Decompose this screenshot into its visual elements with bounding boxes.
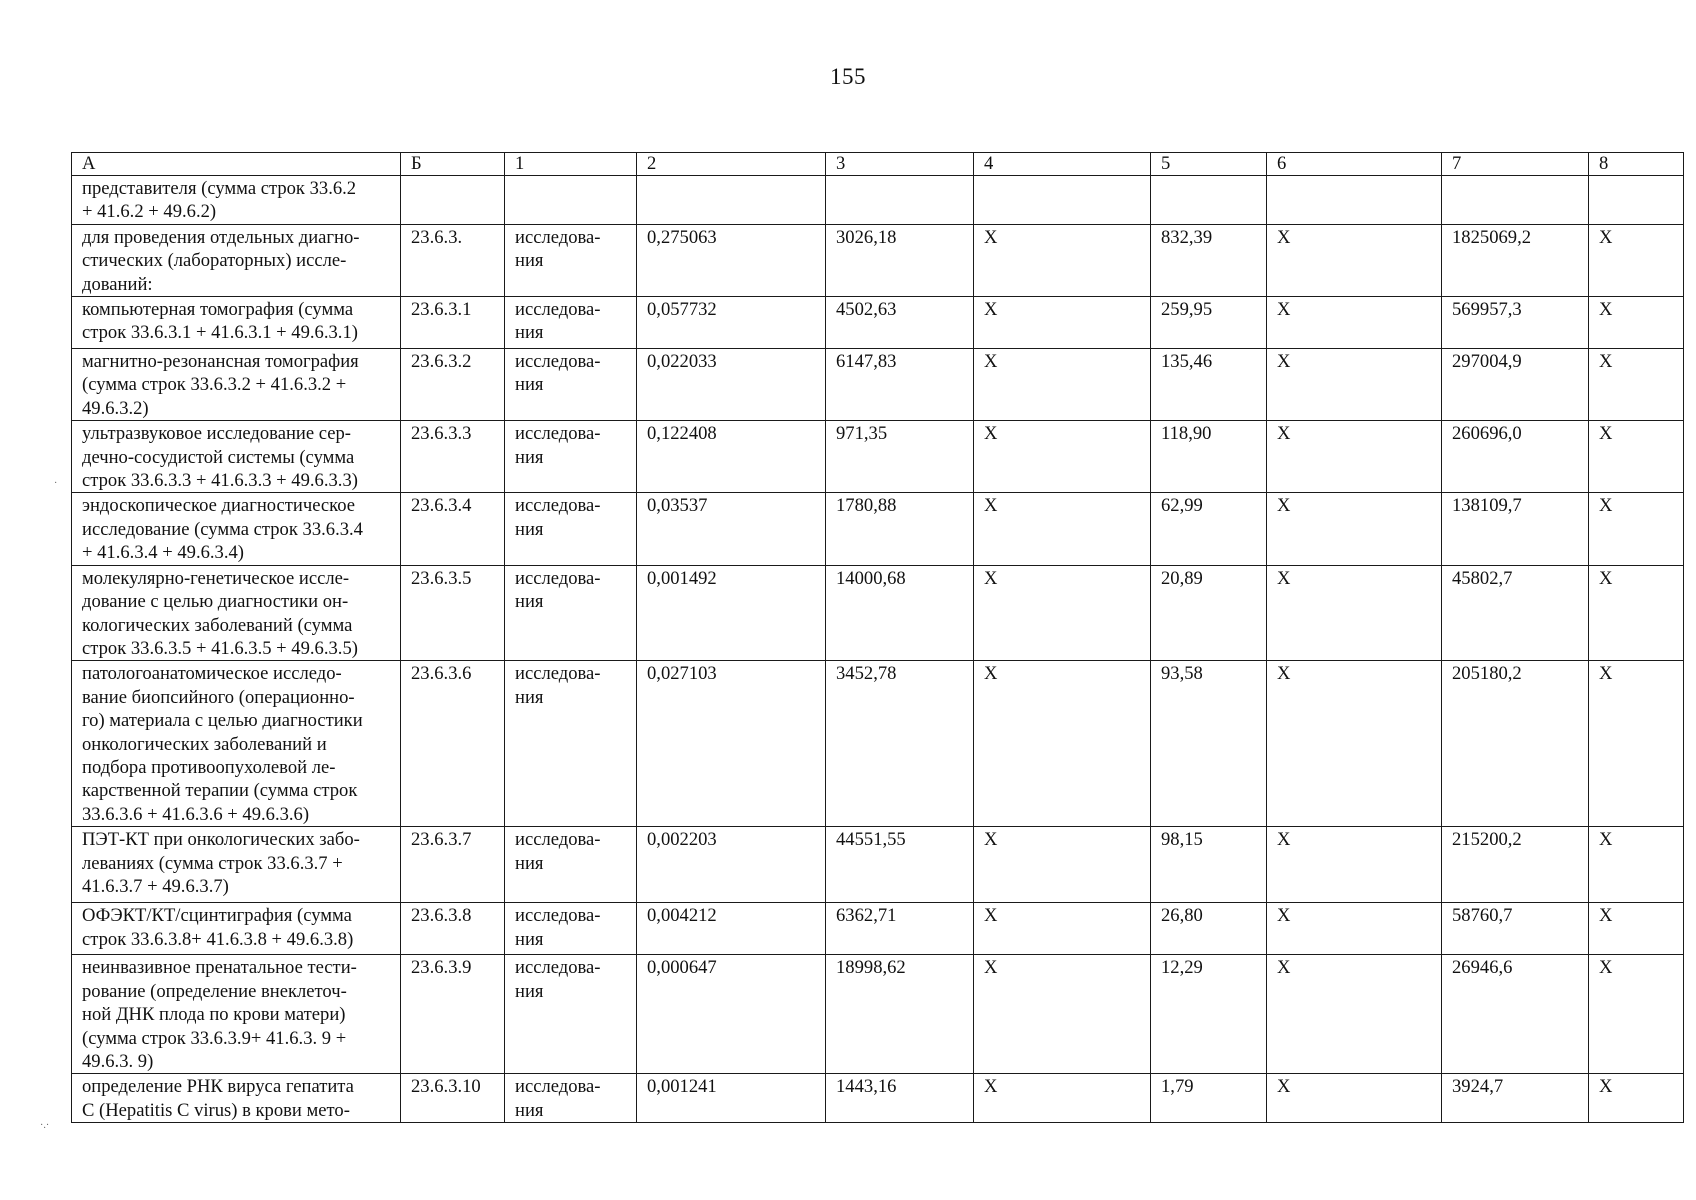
cell-unit: исследова- ния (505, 349, 637, 421)
cell-c8: Х (1589, 661, 1684, 827)
cell-c2: 0,022033 (637, 349, 826, 421)
table-row (72, 661, 1684, 827)
cell-unit: исследова- ния (505, 421, 637, 493)
cell-code: 23.6.3.8 (401, 903, 505, 955)
cell-name: эндоскопическое диагностическое исследование (сумма строк 33.6.3.4 + 41.6.3.4 + 49.6.3.4) (72, 493, 401, 565)
cell-c8 (1589, 176, 1684, 225)
cell-c7 (1442, 176, 1589, 225)
cell-c4: Х (974, 349, 1151, 421)
table-header-row (72, 153, 1684, 176)
cell-c2 (637, 176, 826, 225)
cell-c2: 0,002203 (637, 827, 826, 903)
table-row (72, 421, 1684, 493)
cell-c8: Х (1589, 421, 1684, 493)
table-row (72, 955, 1684, 1074)
cell-unit: исследова- ния (505, 297, 637, 349)
cell-code: 23.6.3. (401, 224, 505, 296)
cell-c5: 62,99 (1151, 493, 1267, 565)
cell-code: 23.6.3.7 (401, 827, 505, 903)
cell-c8: Х (1589, 827, 1684, 903)
cell-c5: 26,80 (1151, 903, 1267, 955)
cell-c6: Х (1267, 661, 1442, 827)
cell-c2: 0,001492 (637, 565, 826, 661)
scan-speck: · (54, 478, 58, 489)
cell-c5: 98,15 (1151, 827, 1267, 903)
cell-unit: исследова- ния (505, 493, 637, 565)
cell-c3: 4502,63 (826, 297, 974, 349)
cell-c3: 3026,18 (826, 224, 974, 296)
cell-c6: Х (1267, 349, 1442, 421)
cell-c3: 44551,55 (826, 827, 974, 903)
cell-c6: Х (1267, 903, 1442, 955)
cell-c6: Х (1267, 297, 1442, 349)
cell-name: молекулярно-генетическое иссле- дование с целью диагностики он- кологических заболеваний (сумма строк 33.6.3.5 + 41.6.3.5 + 49.6.3.5) (72, 565, 401, 661)
cell-unit: исследова- ния (505, 955, 637, 1074)
cell-unit: исследова- ния (505, 903, 637, 955)
cell-unit: исследова- ния (505, 565, 637, 661)
header-cell: 7 (1442, 153, 1589, 176)
header-cell: 2 (637, 153, 826, 176)
header-cell: 6 (1267, 153, 1442, 176)
cell-c3: 1443,16 (826, 1074, 974, 1123)
cell-c2: 0,122408 (637, 421, 826, 493)
cell-c8: Х (1589, 493, 1684, 565)
cell-c6: Х (1267, 827, 1442, 903)
cell-c5: 259,95 (1151, 297, 1267, 349)
cell-c5: 93,58 (1151, 661, 1267, 827)
cell-c7: 260696,0 (1442, 421, 1589, 493)
cell-name: представителя (сумма строк 33.6.2 + 41.6.2 + 49.6.2) (72, 176, 401, 225)
cell-c4: Х (974, 955, 1151, 1074)
table-row (72, 297, 1684, 349)
cell-name: ОФЭКТ/КТ/сцинтиграфия (сумма строк 33.6.3.8+ 41.6.3.8 + 49.6.3.8) (72, 903, 401, 955)
header-cell: 8 (1589, 153, 1684, 176)
scan-speck: ·.· (40, 1120, 50, 1131)
table-row (72, 827, 1684, 903)
cell-name: ультразвуковое исследование сер- дечно-сосудистой системы (сумма строк 33.6.3.3 + 41.6.3.3 + 49.6.3.3) (72, 421, 401, 493)
header-cell: Б (401, 153, 505, 176)
cell-c8: Х (1589, 349, 1684, 421)
cell-code: 23.6.3.2 (401, 349, 505, 421)
cell-c5: 135,46 (1151, 349, 1267, 421)
table-row (72, 903, 1684, 955)
cell-name: для проведения отдельных диагно- стических (лабораторных) иссле- дований: (72, 224, 401, 296)
cell-c7: 569957,3 (1442, 297, 1589, 349)
cell-code: 23.6.3.9 (401, 955, 505, 1074)
cell-c7: 297004,9 (1442, 349, 1589, 421)
cell-code: 23.6.3.10 (401, 1074, 505, 1123)
cell-name: определение РНК вируса гепатита C (Hepatitis C virus) в крови мето- (72, 1074, 401, 1123)
cell-c7: 58760,7 (1442, 903, 1589, 955)
cell-name: патологоанатомическое исследо- вание биопсийного (операционно- го) материала с целью диагностики онкологических заболеваний и подбора противоопухолевой ле- карственной терапии (сумма строк 33.6.3.6 + 41.6.3.6 + 49.6.3.6) (72, 661, 401, 827)
cell-unit: исследова- ния (505, 1074, 637, 1123)
cell-c6: Х (1267, 421, 1442, 493)
cell-c2: 0,03537 (637, 493, 826, 565)
cell-code: 23.6.3.6 (401, 661, 505, 827)
cell-c6: Х (1267, 1074, 1442, 1123)
cell-name: компьютерная томография (сумма строк 33.6.3.1 + 41.6.3.1 + 49.6.3.1) (72, 297, 401, 349)
cell-unit: исследова- ния (505, 827, 637, 903)
cell-c4: Х (974, 827, 1151, 903)
cell-c5 (1151, 176, 1267, 225)
cell-c6: Х (1267, 955, 1442, 1074)
table-row (72, 176, 1684, 225)
cell-c7: 1825069,2 (1442, 224, 1589, 296)
table-row (72, 493, 1684, 565)
cell-unit (505, 176, 637, 225)
cell-c3: 3452,78 (826, 661, 974, 827)
cell-c3: 1780,88 (826, 493, 974, 565)
cell-code: 23.6.3.4 (401, 493, 505, 565)
cell-unit: исследова- ния (505, 224, 637, 296)
cell-name: магнитно-резонансная томография (сумма строк 33.6.3.2 + 41.6.3.2 + 49.6.3.2) (72, 349, 401, 421)
cell-code: 23.6.3.5 (401, 565, 505, 661)
cell-c3 (826, 176, 974, 225)
table-row (72, 349, 1684, 421)
cell-c2: 0,057732 (637, 297, 826, 349)
cell-c2: 0,027103 (637, 661, 826, 827)
cell-name: неинвазивное пренатальное тести- рование (определение внеклеточ- ной ДНК плода по крови матери) (сумма строк 33.6.3.9+ 41.6.3. 9 + 49.6.3. 9) (72, 955, 401, 1074)
cell-c4: Х (974, 661, 1151, 827)
cell-c6: Х (1267, 493, 1442, 565)
cell-c5: 118,90 (1151, 421, 1267, 493)
header-cell: 1 (505, 153, 637, 176)
header-cell: 3 (826, 153, 974, 176)
table-row (72, 1074, 1684, 1123)
cell-c7: 215200,2 (1442, 827, 1589, 903)
cell-c3: 6147,83 (826, 349, 974, 421)
cell-c8: Х (1589, 565, 1684, 661)
cell-code: 23.6.3.1 (401, 297, 505, 349)
cell-c3: 971,35 (826, 421, 974, 493)
cell-c6: Х (1267, 224, 1442, 296)
data-table (71, 152, 1684, 1123)
cell-c4: Х (974, 565, 1151, 661)
header-cell: А (72, 153, 401, 176)
cell-c2: 0,275063 (637, 224, 826, 296)
cell-c4: Х (974, 1074, 1151, 1123)
header-cell: 4 (974, 153, 1151, 176)
cell-c4: Х (974, 421, 1151, 493)
cell-c7: 205180,2 (1442, 661, 1589, 827)
cell-c4: Х (974, 297, 1151, 349)
page-number: 155 (830, 64, 866, 89)
cell-c6: Х (1267, 565, 1442, 661)
cell-c4: Х (974, 224, 1151, 296)
cell-c2: 0,000647 (637, 955, 826, 1074)
table-row (72, 224, 1684, 296)
cell-unit: исследова- ния (505, 661, 637, 827)
cell-c8: Х (1589, 224, 1684, 296)
cell-c2: 0,001241 (637, 1074, 826, 1123)
cell-c5: 12,29 (1151, 955, 1267, 1074)
cell-c4: Х (974, 903, 1151, 955)
cell-c7: 45802,7 (1442, 565, 1589, 661)
cell-name: ПЭТ-КТ при онкологических забо- леваниях (сумма строк 33.6.3.7 + 41.6.3.7 + 49.6.3.7) (72, 827, 401, 903)
table-row (72, 565, 1684, 661)
cell-c7: 138109,7 (1442, 493, 1589, 565)
cell-c7: 26946,6 (1442, 955, 1589, 1074)
cell-c5: 1,79 (1151, 1074, 1267, 1123)
cell-c6 (1267, 176, 1442, 225)
cell-c5: 832,39 (1151, 224, 1267, 296)
cell-code (401, 176, 505, 225)
header-cell: 5 (1151, 153, 1267, 176)
cell-c8: Х (1589, 903, 1684, 955)
cell-code: 23.6.3.3 (401, 421, 505, 493)
cell-c8: Х (1589, 955, 1684, 1074)
cell-c7: 3924,7 (1442, 1074, 1589, 1123)
cell-c8: Х (1589, 1074, 1684, 1123)
cell-c3: 14000,68 (826, 565, 974, 661)
cell-c5: 20,89 (1151, 565, 1267, 661)
cell-c2: 0,004212 (637, 903, 826, 955)
cell-c3: 18998,62 (826, 955, 974, 1074)
cell-c4 (974, 176, 1151, 225)
cell-c8: Х (1589, 297, 1684, 349)
cell-c3: 6362,71 (826, 903, 974, 955)
cell-c4: Х (974, 493, 1151, 565)
